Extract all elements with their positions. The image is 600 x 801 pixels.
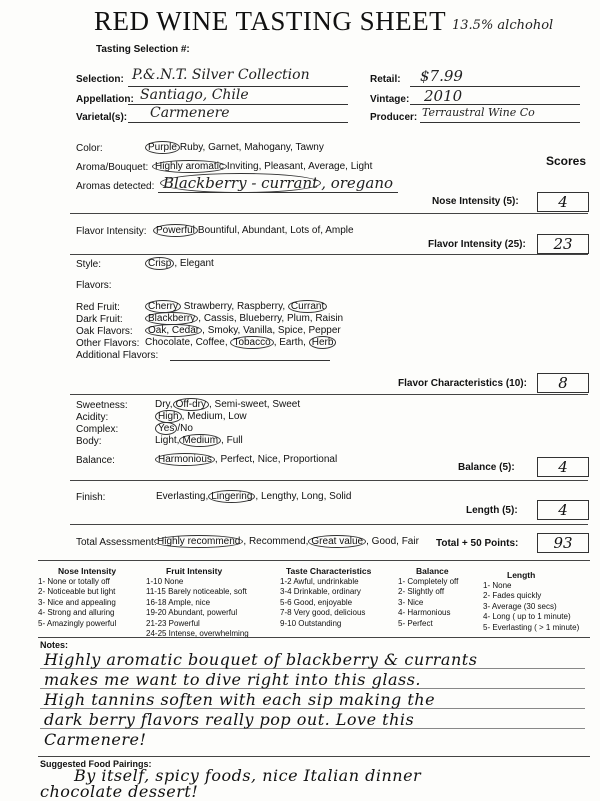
food-line-2: chocolate dessert! — [40, 782, 199, 801]
color-rest: Ruby, Garnet, Mahogany, Tawny — [179, 142, 324, 153]
vintage-label: Vintage: — [370, 94, 410, 105]
notes-line-1: Highly aromatic bouquet of blackberry & currants — [44, 650, 478, 669]
balance-options: Harmonious , Perfect, Nice, Proportional — [155, 454, 337, 465]
dark-fruit-label: Dark Fruit: — [76, 314, 123, 325]
aromas-detected-circled: Blackberry - currant — [160, 173, 321, 193]
rule-5 — [70, 524, 588, 525]
selection-label: Selection: — [76, 74, 124, 85]
total-score-label: Total + 50 Points: — [436, 538, 519, 549]
flavor-intensity-label: Flavor Intensity: — [76, 226, 147, 237]
oak-flavors-label: Oak Flavors: — [76, 326, 133, 337]
total-great-value: Great value — [308, 535, 366, 548]
balance-selected: Harmonious — [155, 453, 215, 466]
body-label: Body: — [76, 436, 102, 447]
red-fruit-currant: Currant — [288, 300, 327, 313]
notes-line-4: dark berry flavors really pop out. Love this — [44, 710, 415, 729]
red-fruit-label: Red Fruit: — [76, 302, 120, 313]
total-assessment-options: Highly recommend , Recommend, Great value , Good, Fair — [154, 536, 419, 547]
other-flavors-rest: Chocolate, Coffee, — [145, 337, 228, 348]
legend-fruit-line: 21-23 Powerful — [146, 618, 200, 628]
retail-label: Retail: — [370, 74, 401, 85]
legend-nose-line: 2- Noticeable but light — [38, 587, 116, 596]
balance-rest: Perfect, Nice, Proportional — [220, 454, 338, 465]
legend-nose-line: 4- Strong and alluring — [38, 608, 115, 617]
legend-balance-line: 1- Completely off — [398, 576, 459, 586]
finish-rest: Lengthy, Long, Solid — [260, 491, 352, 502]
legend-balance-header: Balance — [416, 566, 449, 576]
finish-everlasting: Everlasting, — [156, 491, 209, 502]
complex-label: Complex: — [76, 424, 119, 435]
color-selected: Purple — [145, 141, 180, 154]
scores-header: Scores — [546, 154, 587, 168]
food-pairings-label: Suggested Food Pairings: — [40, 759, 152, 769]
rule-6 — [38, 560, 590, 561]
balance-score-label: Balance (5): — [458, 462, 515, 473]
style-options: Crisp , Elegant — [145, 258, 214, 269]
vintage-line — [410, 104, 580, 105]
notes-label: Notes: — [40, 640, 69, 650]
sweetness-dry: Dry, — [155, 399, 173, 410]
nose-score-label: Nose Intensity (5): — [432, 196, 519, 207]
flavor-intensity-score-label: Flavor Intensity (25): — [428, 239, 526, 250]
legend-length-line: 5- Everlasting ( > 1 minute) — [483, 622, 580, 632]
dark-fruit-options: Blackberry , Cassis, Blueberry, Plum, Raisin — [145, 313, 343, 324]
flavor-intensity-rest: Bountiful, Abundant, Lots of, Ample — [197, 225, 354, 236]
producer-value: Terraustral Wine Co — [422, 106, 535, 119]
total-score-box: 93 — [537, 533, 589, 553]
legend-nose-header: Nose Intensity — [58, 566, 117, 576]
other-flavors-earth: Earth, — [279, 337, 306, 348]
legend-balance-line: 3- Nice — [398, 597, 424, 607]
dark-fruit-rest: Cassis, Blueberry, Plum, Raisin — [203, 313, 344, 324]
additional-flavors-label: Additional Flavors: — [76, 350, 159, 361]
vintage-value: 2010 — [424, 87, 463, 105]
oak-flavors-rest: Smoky, Vanilla, Spice, Pepper — [207, 325, 341, 336]
additional-flavors-line — [170, 360, 330, 361]
aroma-options — [152, 161, 372, 172]
legend-taste-line: 1-2 Awful, undrinkable — [280, 576, 359, 586]
flavor-characteristics-label: Flavor Characteristics (10): — [398, 378, 527, 389]
rule-8 — [38, 756, 590, 757]
acidity-selected: High — [155, 410, 182, 423]
acidity-rest: Medium, Low — [187, 411, 247, 422]
dark-fruit-blackberry: Blackberry — [145, 312, 198, 325]
other-flavors-tobacco: Tobacco — [230, 336, 273, 349]
legend-fruit — [146, 566, 249, 640]
rule-1 — [70, 213, 588, 214]
balance-label: Balance: — [76, 455, 115, 466]
style-rest: Elegant — [179, 258, 214, 269]
red-fruit-options — [145, 301, 327, 312]
legend-balance-line: 5- Perfect — [398, 618, 433, 628]
appellation-label: Appellation: — [76, 94, 134, 105]
style-selected: Crisp — [145, 257, 174, 270]
legend-length-line: 2- Fades quickly — [483, 591, 542, 600]
legend-taste-line: 3-4 Drinkable, ordinary — [280, 587, 361, 596]
legend-fruit-line: 11-15 Barely noticeable, soft — [146, 587, 247, 596]
finish-options: Everlasting, Lingering , Lengthy, Long, Solid — [156, 491, 352, 502]
flavor-intensity-score-box: 23 — [537, 234, 589, 254]
legend-taste — [280, 566, 371, 629]
appellation-value: Santiago, Chile — [140, 87, 249, 103]
color-label: Color: — [76, 143, 103, 154]
legend-balance-line: 4- Harmonious — [398, 608, 451, 617]
legend-nose-line: 5- Amazingly powerful — [38, 618, 117, 628]
acidity-options: High , Medium, Low — [155, 411, 247, 422]
aroma-label: Aroma/Bouquet: — [76, 162, 149, 173]
sweetness-options: Dry, Off-dry , Semi-sweet, Sweet — [155, 399, 301, 410]
aroma-selected: Highly aromatic — [152, 160, 227, 173]
style-label: Style: — [76, 259, 102, 270]
flavor-intensity-selected: Powerful — [153, 224, 198, 237]
body-selected: Medium — [179, 434, 221, 447]
red-fruit-cherry: Cherry — [145, 300, 181, 313]
total-rest: Good, Fair — [371, 536, 419, 547]
legend-length-line: 3- Average (30 secs) — [483, 601, 557, 611]
rule-2 — [70, 254, 588, 255]
complex-options — [155, 423, 193, 434]
notes-line-2: makes me want to dive right into this glass. — [44, 670, 422, 689]
alcohol-note: 13.5% alchohol — [452, 18, 554, 33]
acidity-label: Acidity: — [76, 412, 109, 423]
rule-3 — [70, 394, 588, 395]
length-score-box: 4 — [537, 500, 589, 520]
producer-line — [420, 122, 580, 123]
body-rest: Full — [226, 435, 243, 446]
tasting-selection-label: Tasting Selection #: — [96, 44, 190, 55]
selection-value: P.&.N.T. Silver Collection — [132, 67, 310, 83]
sweetness-label: Sweetness: — [76, 400, 128, 411]
total-recommend: Recommend, — [248, 536, 309, 547]
legend-fruit-header: Fruit Intensity — [166, 566, 223, 576]
food-line-1: By itself, spicy foods, nice Italian dinner — [74, 766, 422, 785]
legend-fruit-line: 19-20 Abundant, powerful — [146, 608, 238, 617]
legend-length-header: Length — [507, 570, 536, 580]
varietal-value: Carmenere — [150, 105, 230, 121]
legend-length-line: 1- None — [483, 580, 512, 590]
color-options — [145, 142, 324, 153]
retail-value: $7.99 — [420, 67, 463, 85]
legend-taste-header: Taste Characteristics — [286, 566, 372, 576]
finish-label: Finish: — [76, 492, 106, 503]
finish-selected: Lingering — [208, 490, 255, 503]
legend-taste-line: 9-10 Outstanding — [280, 618, 342, 628]
total-highly-recommend: Highly recommend — [154, 535, 243, 548]
complex-selected: Yes — [155, 422, 177, 435]
legend-taste-line: 7-8 Very good, delicious — [280, 608, 366, 617]
rule-7 — [38, 637, 590, 638]
body-light: Light, — [155, 435, 180, 446]
aromas-line — [158, 192, 398, 193]
aromas-detected-label: Aromas detected: — [76, 181, 155, 192]
aromas-detected-value — [160, 174, 393, 192]
notes-line-5: Carmenere! — [44, 730, 147, 749]
legend-nose — [38, 566, 116, 629]
legend-fruit-line: 16-18 Ample, nice — [146, 597, 211, 607]
legend-nose-line: 1- None or totally off — [38, 576, 110, 586]
sweetness-selected: Off-dry — [173, 398, 209, 411]
producer-label: Producer: — [370, 112, 418, 123]
legend-fruit-line: 1-10 None — [146, 576, 184, 586]
sheet-title: RED WINE TASTING SHEET — [94, 6, 447, 36]
legend-balance — [398, 566, 458, 629]
total-assessment-label: Total Assessment: — [76, 537, 157, 548]
flavor-characteristics-box: 8 — [537, 373, 589, 393]
nose-score-box: 4 — [537, 192, 589, 212]
varietal-line — [128, 122, 348, 123]
legend-length-line: 4- Long ( up to 1 minute) — [483, 612, 571, 621]
aroma-rest: Inviting, Pleasant, Average, Light — [226, 161, 373, 172]
legend-balance-line: 2- Slightly off — [398, 587, 445, 596]
legend-fruit-line: 24-25 Intense, overwhelming — [146, 629, 249, 638]
length-score-label: Length (5): — [466, 505, 518, 516]
aromas-detected-rest: , oregano — [321, 174, 394, 192]
body-options: Light, Medium , Full — [155, 435, 243, 446]
legend-nose-line: 3- Nice and appealing — [38, 597, 116, 607]
legend-length — [483, 570, 579, 633]
other-flavors-herb: Herb — [309, 336, 337, 349]
oak-flavors-options: Oak, Cedar , Smoky, Vanilla, Spice, Pepper — [145, 325, 341, 336]
oak-flavors-selected: Oak, Cedar — [145, 324, 202, 337]
flavors-label: Flavors: — [76, 280, 112, 291]
varietal-label: Varietal(s): — [76, 112, 128, 123]
rule-4 — [70, 480, 588, 481]
balance-score-box: 4 — [537, 457, 589, 477]
notes-line-3: High tannins soften with each sip making the — [44, 690, 436, 709]
sweetness-rest: Semi-sweet, Sweet — [214, 399, 301, 410]
legend-taste-line: 5-6 Good, enjoyable — [280, 597, 353, 607]
flavor-intensity-options — [153, 225, 354, 236]
red-fruit-rest: Strawberry, Raspberry, — [183, 301, 286, 312]
other-flavors-options: Chocolate, Coffee, Tobacco , Earth, Herb — [145, 337, 336, 348]
other-flavors-label: Other Flavors: — [76, 338, 140, 349]
complex-rest: /No — [177, 423, 193, 434]
